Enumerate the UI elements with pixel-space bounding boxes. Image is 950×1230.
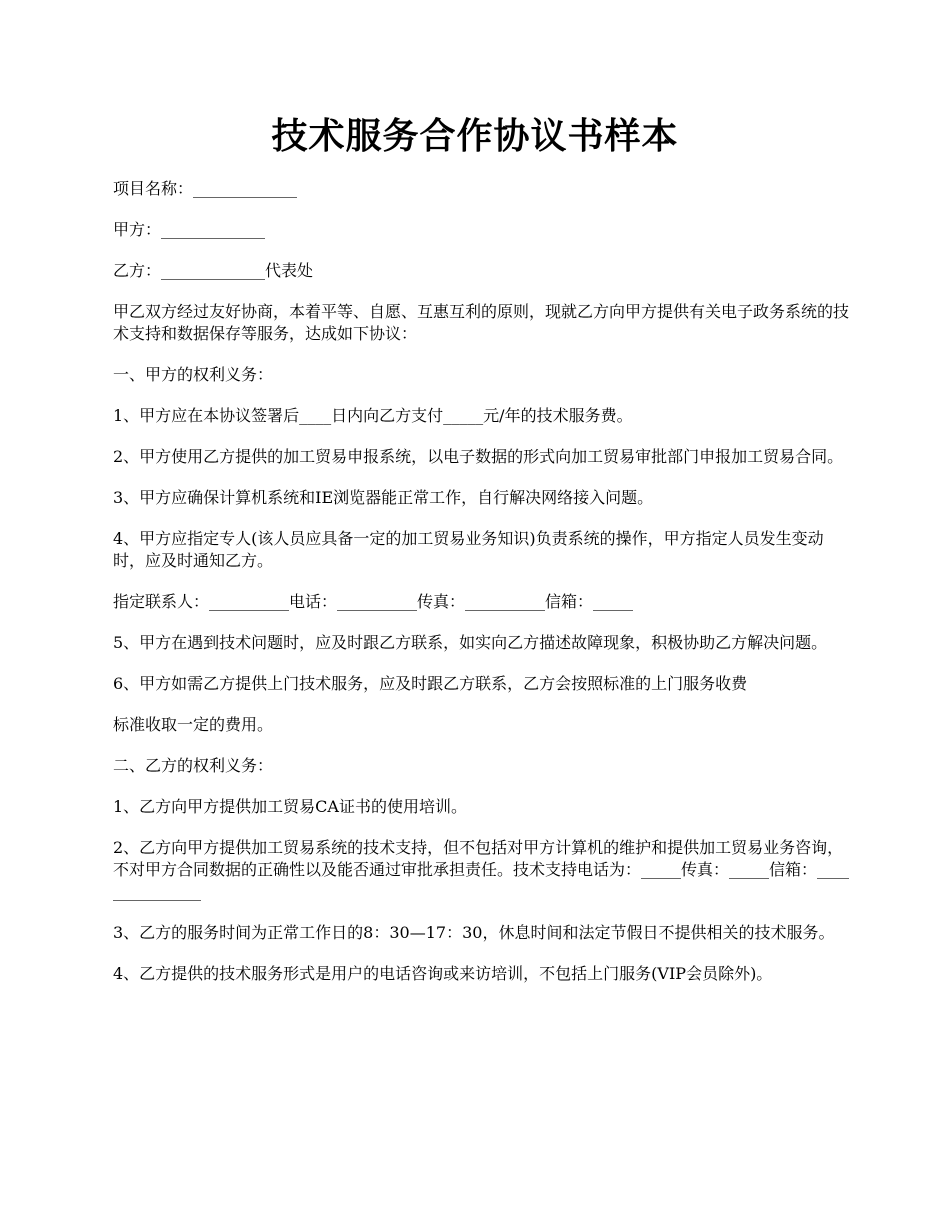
- preamble-paragraph: 甲乙双方经过友好协商，本着平等、自愿、互惠互利的原则，现就乙方向甲方提供有关电子政务系统的技术支持和数据保存等服务，达成如下协议：: [113, 302, 850, 343]
- clause-a-6-continued: 标准收取一定的费用。: [113, 715, 274, 734]
- clause-b-1: 1、乙方向甲方提供加工贸易CA证书的使用培训。: [113, 797, 467, 816]
- contact-info-line: 指定联系人：__________电话：__________传真：__________信箱：_____: [113, 592, 634, 611]
- clause-a-2: 2、甲方使用乙方提供的加工贸易申报系统，以电子数据的形式向加工贸易审批部门申报加工贸易合同。: [113, 447, 844, 466]
- document-title: 技术服务合作协议书样本: [271, 115, 679, 157]
- clause-a-3: 3、甲方应确保计算机系统和IE浏览器能正常工作，自行解决网络接入问题。: [113, 488, 654, 507]
- clause-b-2: 2、乙方向甲方提供加工贸易系统的技术支持，但不包括对甲方计算机的维护和提供加工贸易业务咨询，不对甲方合同数据的正确性以及能否通过审批承担责任。技术支持电话为：_____传真：_____信箱：_______________: [113, 838, 850, 901]
- party-a-line: 甲方：_____________: [113, 220, 266, 239]
- clause-a-6: 6、甲方如需乙方提供上门技术服务，应及时跟乙方联系，乙方会按照标准的上门服务收费: [113, 674, 748, 693]
- section-heading-party-a: 一、甲方的权利义务：: [113, 365, 274, 384]
- clause-b-4: 4、乙方提供的技术服务形式是用户的电话咨询或来访培训，不包括上门服务(VIP会员除外)。: [113, 964, 773, 983]
- clause-b-3: 3、乙方的服务时间为正常工作日的8：30—17：30，休息时间和法定节假日不提供相关的技术服务。: [113, 923, 835, 942]
- clause-a-5: 5、甲方在遇到技术问题时，应及时跟乙方联系，如实向乙方描述故障现象，积极协助乙方解决问题。: [113, 633, 828, 652]
- document-body: [113, 178, 853, 1004]
- clause-a-1: 1、甲方应在本协议签署后____日内向乙方支付_____元/年的技术服务费。: [113, 406, 633, 425]
- party-b-line: 乙方：_____________代表处: [113, 261, 314, 280]
- project-name-line: 项目名称：_____________: [113, 179, 298, 198]
- clause-a-4: 4、甲方应指定专人(该人员应具备一定的加工贸易业务知识)负责系统的操作，甲方指定人员发生变动时，应及时通知乙方。: [113, 529, 824, 570]
- section-heading-party-b: 二、乙方的权利义务：: [113, 756, 274, 775]
